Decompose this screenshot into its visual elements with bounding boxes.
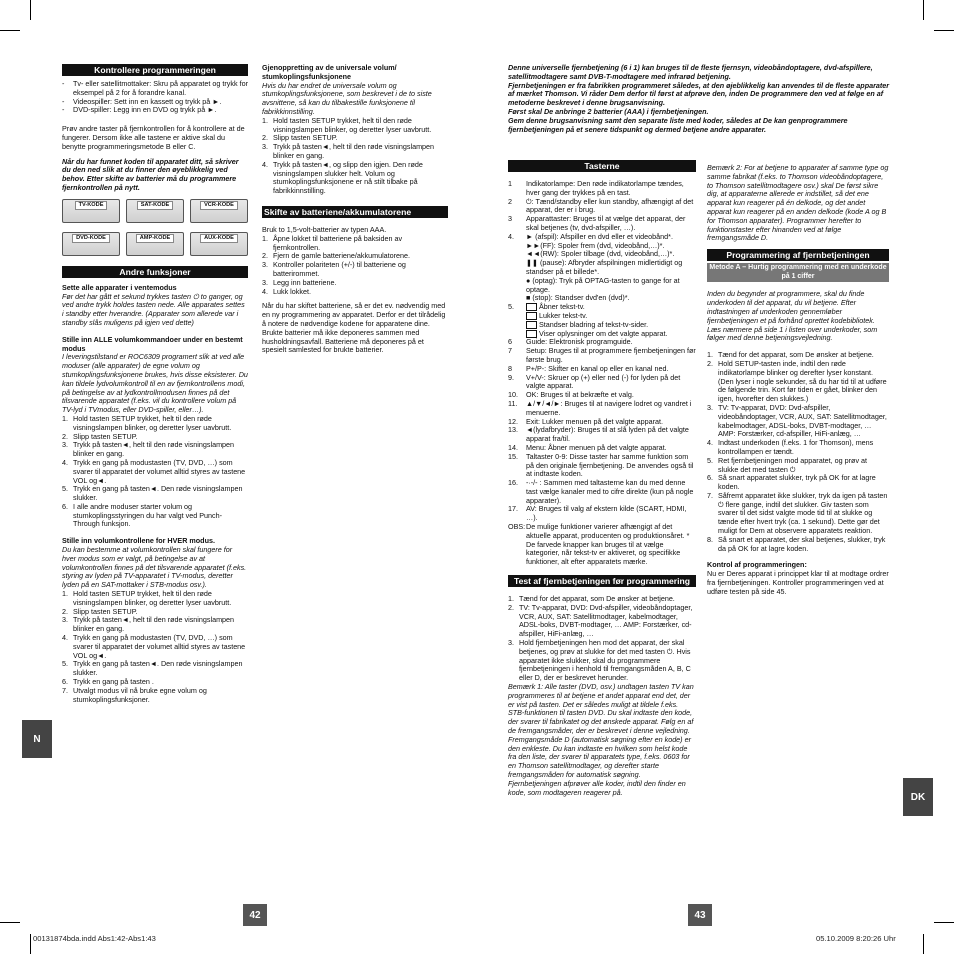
list-item: ● (optag): Tryk på OPTAG-tasten to gange for at optage.	[526, 275, 680, 294]
list-item: Viser oplysninger om det valgte apparat.	[508, 330, 696, 339]
footer-date: 05.10.2009 8:20:26 Uhr	[816, 934, 896, 943]
subheading: Stille inn volumkontrollene for HVER modus.	[62, 536, 215, 546]
intro-paragraph: Fjernbetjeningen er fra fabrikken programmeret således, at den øjeblikkelig kan anvendes til de fleste apparater af mærket Thomson. Vi råder Dem derfor til først at afprøve den, inden De programmere den ved at følge en af metoderne beskrevet i denne brugsanvisning.	[508, 80, 890, 108]
section-header: Kontrollere programmeringen	[62, 64, 248, 76]
code-key: AUX-KODE	[190, 232, 248, 256]
list-item: 3. Trykk på tasten◄, helt til den røde visningslampen blinker en gang.	[62, 615, 235, 634]
list-item: - DVD-spiller: Legg inn en DVD og trykk på ►.	[62, 105, 217, 115]
list-item: 4. ► (afspil): Afspiller en dvd eller et videobånd*.	[508, 231, 673, 241]
section-header: Skifte av batteriene/akkumulatorene	[262, 206, 448, 218]
teletext-hold-icon	[526, 321, 537, 329]
intro-paragraph: Gem denne brugsanvisning samt den separate liste med koder, således at De kan genprogrammere fjernbetjeningen på et senere tidspunkt og dermed betjene andre apparater.	[508, 115, 848, 134]
code-key: TV-KODE	[62, 199, 120, 223]
crop-mark	[30, 0, 31, 20]
list-item: Lukker tekst-tv.	[508, 312, 696, 321]
paragraph: Du kan bestemme at volumkontrollen skal fungere for hver modus som er valgt, på betingelse av at volumkontrollen finnes på det tilsvarende apparatet (f.eks. styring av lyden på TV-apparatet i TV-modus, deretter lyden på en SAT-mottaker i STB-modus osv.).	[62, 545, 247, 590]
list-item: Standser bladring af tekst-tv-sider.	[508, 321, 696, 330]
list-item: 6. Så snart apparatet slukker, tryk på OK for at lagre koden.	[707, 473, 876, 492]
list-item: 3 Apparattaster: Bruges til at vælge det apparat, der skal betjenes (tv, dvd-afspiller, …).	[508, 214, 686, 232]
list-item: ■ (stop): Standser dvd'en (dvd)*.	[526, 293, 630, 303]
list-item: 1. Hold tasten SETUP trykket, helt til den røde visningslampen blinker, og deretter lyser uavbrutt.	[262, 115, 432, 134]
column-1	[62, 64, 248, 710]
section-header: Programmering af fjernbetjeningen	[707, 249, 889, 261]
list-item: - Tv- eller satellitmottaker: Skru på apparatet og trykk for eksempel på 2 for å forandre kanal.	[62, 79, 248, 97]
section-header: Andre funksjoner	[62, 266, 248, 278]
teletext-icon	[526, 303, 537, 311]
crop-mark	[923, 0, 924, 20]
list-item: 17. AV: Bruges til valg af ekstern kilde (SCART, HDMI, …).	[508, 504, 687, 523]
page-number-left: 42	[243, 904, 267, 926]
list-item: 4. Indtast underkoden (f.eks. 1 for Thomson), mens kontrollampen er tændt.	[707, 438, 874, 456]
bullet-list	[62, 80, 248, 115]
intro-paragraph: Denne universelle fjernbetjening (6 i 1) kan bruges til de fleste fjernsyn, videobåndoptagere, dvd-afspillere, satellitmodtagere samt DVB-T-modtagere med infrarød betjening.	[508, 63, 873, 81]
code-key: DVD-KODE	[62, 232, 120, 256]
crop-mark	[923, 934, 924, 954]
list-item: 15. Taltaster 0-9: Disse taster har samme funktion som på den originale fjernbetjening. De anvendes også til at indtaste koden.	[508, 451, 694, 479]
footer-file: 00131874bda.indd Abs1:42-Abs1:43	[33, 934, 156, 943]
paragraph: Bruk to 1,5-volt-batterier av typen AAA.	[262, 224, 387, 234]
list-item: 2. Slipp tasten SETUP.	[62, 431, 138, 441]
list-item: 9. V+/V-: Skruer op (+) eller ned (-) for lyden på det valgte apparat.	[508, 372, 681, 391]
list-item: 7. Utvalgt modus vil nå bruke egne volum og stumkoplingsfunksjoner.	[62, 685, 207, 704]
step-list	[62, 590, 248, 704]
paragraph: Nu er Deres apparat i princippet klar til at modtage ordrer fra fjernbetjeningen. Kontroller programmeringen ved at udføre testen på side 45.	[707, 569, 889, 596]
list-item: 2. Hold SETUP-tasten inde, indtil den røde indikatorlampe blinker og derefter lyser konstant. (Den lyser i nogle sekunder, så du har tid til at udføre de følgende trin. Kort før tiden er gået, blinker den igen, hvorefter den slukkes.)	[707, 358, 887, 404]
list-item: 11. ▲/▼/◄/►: Bruges til at navigere lodret og vandret i menuerne.	[508, 398, 692, 417]
code-key: SAT-KODE	[126, 199, 184, 223]
list-item: ❚❚ (pause): Afbryder afspilningen midlertidigt og standser på et billede*.	[526, 258, 683, 276]
list-item: 16. -·-/- : Sammen med taltasterne kan du med denne tast vælge kanaler med to cifre direkte (kun på nogle apparater).	[508, 478, 694, 505]
list-item: 3. Trykk på tasten◄, helt til den røde visningslampen blinker en gang.	[62, 440, 235, 459]
list-item: 4. Trykk en gang på modustasten (TV, DVD, …) som svarer til apparatet der volumet alltid styres av tastene VOL og◄.	[62, 633, 246, 660]
intro-paragraph: Først skal De anbringe 2 batterier (AAA) i fjernbetjeningen.	[508, 106, 709, 116]
paragraph: Prøv andre taster på fjernkontrollen for å kontrollere at de fungerer. Dersom ikke alle tastene er aktive skal du benytte programmeringsmetode B eller C.	[62, 124, 245, 151]
paragraph: I leveringstilstand er ROC6309 programert slik at ved alle moduser (alle apparater) de egne volum og stumkoplingsfunksjonene brukes, hvis disse eksisterer. Du kan tildele lydvolumkontroll til en av fjernkontrollens modi, på betingelse av at lydkontrollmodusen finnes på det tilsvarende apparatet (f.eks. vil du kontrollere volum på TV-lyd i TVmodus, eller DVD-spiller, eller…).	[62, 352, 248, 415]
note-paragraph: Bemærk 1: Alle taster (DVD, osv.) undtagen tasten TV kan programmeres til at betjene et andet apparat end det, der er vist på tasten. Det er således muligt at tildele f.eks. STB-funktionen til tasten DVD. Du skal indtaste den kode, der svarer til fabrikatet og det ønskede apparat. Følg en af de fremgangsmåder, der er beskrevet i denne vejledning. Fremgangsmåde D (automatisk søgning efter en kode) er den enkleste. Du kan indtaste en hvilken som helst kode fra den liste, der svarer til apparatets type, f.eks. 0603 for en Thomson satellitmodtager, og derefter starte fremgangsmåden for automatisk søgning. Fjernbetjeningen afprøver alle koder, indtil den finder en kode, som modtageren reagerer på.	[508, 682, 694, 797]
list-item: 7 Setup: Bruges til at programmere fjernbetjeningen før første brug.	[508, 346, 696, 364]
note-paragraph: Bemærk 2: For at betjene to apparater af samme type og samme fabrikat (f.eks. to Thomson videobåndoptagere, to Thomson satellitmodtagere osv.) skal De først sikre dig, at apparaterne allerede er indstillet, så det ene apparat kun reagerer på én delkode, og det andet apparat kun reagerer på en anden delkode (kode A og B for Thomson apparater). Programmer herefter to funktionstaster efter hinanden ved at følge fremgangsmåde D.	[707, 163, 889, 243]
step-list	[62, 415, 248, 529]
language-tab-dk: DK	[903, 778, 933, 816]
list-item: 2 ⏻: Tænd/standby eller kun standby, afhængigt af det apparat, der er i brug.	[508, 196, 694, 215]
column-2	[262, 64, 448, 361]
step-list	[508, 595, 696, 683]
subheading: Sette alle apparater i ventemodus	[62, 282, 177, 292]
list-item: 1. Tænd for det apparat, som De ønsker at betjene.	[508, 594, 675, 604]
note-paragraph: Når du har funnet koden til apparatet ditt, så skriver du den ned slik at du finner den øyeblikkelig ved behov. Etter skifte av batterier må du programmere fjernkontrollen på nytt.	[62, 156, 239, 192]
list-item: 5. Ret fjernbetjeningen mod apparatet, og prøv at slukke det med tasten ⏻	[707, 455, 868, 474]
paragraph: Hvis du har endret de universale volum og stumkoplingsfunksjonene, som beskrevet i de to siste avsnittene, så kan du tilbakestille funksjonene til fabrikkinnstilling.	[262, 80, 432, 116]
list-item: 3. Hold fjernbetjeningen hen mod det apparat, der skal betjenes, og prøv at slukke for det med tasten ⏻. Hvis apparatet ikke slukker, skal du programmere fjernbetjeningen i henhold til fremgangsmåden A, B, C eller D, der er beskrevet herunder.	[508, 638, 691, 683]
section-header: Test af fjernbetjeningen før programmering	[508, 575, 696, 587]
list-item: 13. ◄(lydafbryder): Bruges til at slå lyden på det valgte apparat fra/til.	[508, 425, 689, 444]
crop-mark	[934, 922, 954, 923]
crop-mark	[0, 30, 20, 31]
list-item: 2. Slipp tasten SETUP.	[62, 606, 138, 616]
subheading: Kontrol af programmeringen:	[707, 560, 807, 570]
list-item: 6. Trykk en gang på tasten .	[62, 677, 154, 687]
column-4	[707, 164, 889, 603]
list-item: 8 P+/P-: Skifter en kanal op eller en kanal ned.	[508, 363, 669, 373]
list-item: 3. TV: Tv-apparat, DVD: Dvd-afspiller, videobåndoptager, VCR, AUX, SAT: Satellitmodtager, kabelmodtager, ADSL-boks, DVBT-modtager, … AMP: Forstærker, cd-afspiller, HiFi-anlæg, …	[707, 402, 887, 439]
step-list	[707, 351, 889, 553]
list-item: 6. I alle andre moduser starter volum og stumkoplingsstyringen du har valgt ved Punch-Through funksjon.	[62, 501, 223, 529]
crop-mark	[934, 30, 954, 31]
list-item: 5. Åbner tekst-tv.	[508, 302, 585, 312]
list-item: 12. Exit: Lukker menuen på det valgte apparat.	[508, 416, 664, 426]
list-item: 1. Åpne lokket til batteriene på baksiden av fjernkontrollen.	[262, 233, 403, 252]
code-key: VCR-KODE	[190, 199, 248, 223]
list-item: 7. Såfremt apparatet ikke slukker, tryk da igen på tasten ⏻ flere gange, indtil det slukker. Giv tasten som svarer til det sidst valgte mode tid til at slukke og tænde efter hvert tryk (ca. 1 sekund). Dette gør det muligt for Dem at observere apparatets reaktion.	[707, 490, 888, 536]
subheading: Stille inn ALLE volumkommandoer under en bestemt modus	[62, 334, 243, 353]
list-item: 2. Slipp tasten SETUP.	[262, 133, 338, 143]
list-item: 4. Trykk en gang på modustasten (TV, DVD, …) som svarer til apparatet der volumet alltid styres av tastene VOL og◄.	[62, 457, 246, 485]
paragraph: Når du har skiftet batteriene, så er det ev. nødvendig med en ny programmering av apparatet. Derfor er det tilrådelig å notere de nødvendige kodene for apparatene dine.	[262, 301, 446, 328]
list-item: 1. Hold tasten SETUP trykket, helt til den røde visningslampen blinker, og deretter lyser uavbrutt.	[62, 589, 232, 607]
list-item: 6 Guide: Elektronisk programguide.	[508, 337, 633, 347]
list-item: - Videospiller: Sett inn en kassett og trykk på ►.	[62, 96, 222, 106]
list-item: 8. Så snart et apparatet, der skal betjenes, slukker, tryk da på OK for at lagre koden.	[707, 534, 886, 553]
list-item: 5. Trykk en gang på tasten◄. Den røde visningslampen slukker.	[62, 484, 243, 503]
key-list	[508, 180, 696, 567]
crop-mark	[0, 922, 20, 923]
teletext-off-icon	[526, 312, 537, 320]
list-item: OBS: De mulige funktioner varierer afhængigt af det aktuelle apparat, producenten og produktionsåret. * De farvede knapper kan bruges til at vælge kategorier, når tekst-tv er aktiveret, og specifikke funktioner, alt efter apparatets mærke.	[508, 522, 690, 567]
list-item: 2. TV: Tv-apparat, DVD: Dvd-afspiller, videobåndoptager, VCR, AUX, SAT: Satellitmodtager, kabelmodtager, ADSL-boks, DVBT-modtager, … AMP: Forstærker, cd-afspiller, HiFi-anlæg, …	[508, 602, 693, 639]
list-item: 1. Hold tasten SETUP trykket, helt til den røde visningslampen blinker, og deretter lyser uavbrutt.	[62, 413, 232, 432]
list-item: ►►(FF): Spoler frem (dvd, videobånd,…)*.	[526, 240, 665, 250]
list-item: 1 Indikatorlampe: Den røde indikatorlampe tændes, hver gang der trykkes på en tast.	[508, 179, 684, 197]
step-list	[262, 235, 448, 297]
paragraph: Inden du begynder at programmere, skal du finde underkoden til det apparat, du vil betjene. Efter indtastningen af underkoden gennemløber fjernbetjeningen et på forhånd oprettet kodebibliotek. Læs nærmere på side 1 i listen over underkoder, som følger med denne betjeningsvejledning.	[707, 289, 878, 343]
crop-mark	[30, 934, 31, 954]
method-subheader: Metode A – Hurtig programmering med en underkode på 1 ciffer	[707, 263, 889, 282]
list-item: 4. Lukk lokket.	[262, 286, 311, 296]
subheading: Gjenoppretting av de universale volum/ stumkoplingsfunksjonene	[262, 63, 397, 81]
list-item: 4. Trykk på tasten◄, og slipp den igjen. Den røde visningslampen slukker helt. Volum og stumkoplingsfunksjonene er nå stilt tilbake på fabrikkinnstilling.	[262, 159, 423, 196]
language-tab-n: N	[22, 720, 52, 758]
paragraph: Brukte batterier må ikke deponeres sammen med husholdningsavfall. Batteriene må deponeres på et spesielt samlested for brukte batterier.	[262, 327, 424, 355]
intro-block	[508, 64, 893, 134]
list-item: 3. Legg inn batteriene.	[262, 277, 337, 287]
column-3	[508, 160, 696, 803]
list-item: 10. OK: Bruges til at bekræfte et valg.	[508, 390, 634, 400]
list-item: 3. Trykk på tasten◄, helt til den røde visningslampen blinker en gang.	[262, 142, 435, 160]
section-header: Tasterne	[508, 160, 696, 172]
code-key: AMP-KODE	[126, 232, 184, 256]
paragraph: Før det har gått et sekund trykkes tasten ⏻ to ganger, og ved andre trykk holdes tasten nede. Alle apparates settes i standby etter hverandre. (Apparater som allerede var i standby slås muligens på igjen ved dette)	[62, 291, 245, 327]
code-key-grid	[62, 199, 248, 256]
step-list	[262, 117, 448, 196]
page-number-right: 43	[688, 904, 712, 926]
list-item: 5. Trykk en gang på tasten◄. Den røde visningslampen slukker.	[62, 659, 243, 678]
list-item: 14. Menu: Åbner menuen på det valgte apparat.	[508, 442, 667, 452]
list-item: ◄◄(RW): Spoler tilbage (dvd, videobånd,…)*.	[526, 249, 675, 259]
list-item: 3. Kontroller polariteten (+/-) til batteriene og batterirommet.	[262, 260, 406, 278]
list-item: 1. Tænd for det apparat, som De ønsker at betjene.	[707, 350, 874, 360]
list-item: 2. Fjern de gamle batteriene/akkumulatorene.	[262, 251, 411, 261]
